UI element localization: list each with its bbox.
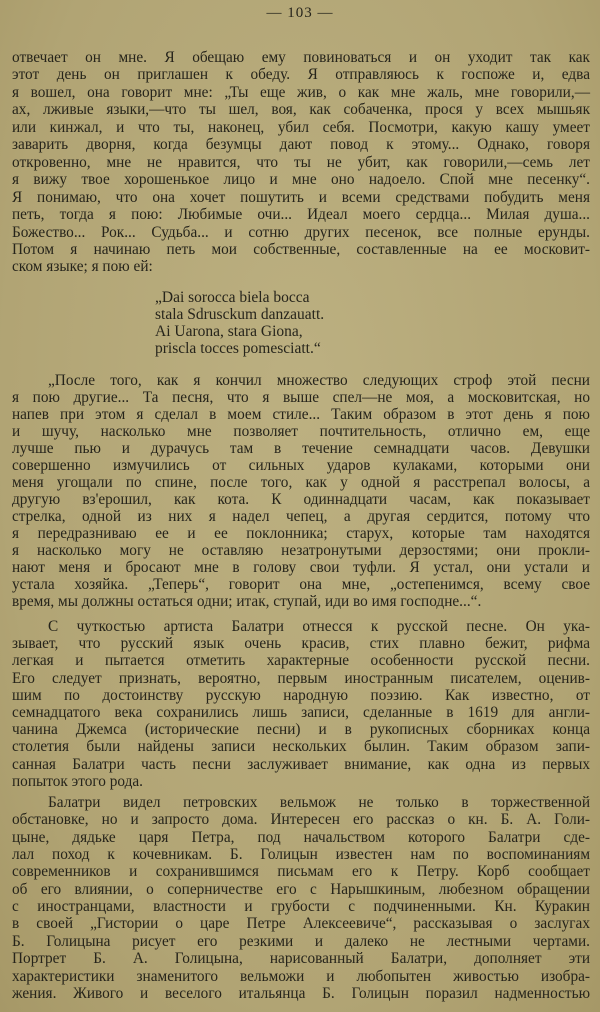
poem-line: priscla tocces pomesciatt.“ (155, 340, 321, 358)
text-line: Я понимаю, что она хочет пошутить и всеми средствами побудить меня (12, 188, 590, 206)
text-line: шим по достоинству русскую народную поэзию. Как известно, от (12, 686, 590, 704)
text-line: обстановке, но и запросто дома. Интересен его рассказ о кн. Б. А. Голи- (12, 811, 590, 829)
poem-line: stala Sdrusckum danzauatt. (155, 306, 325, 324)
text-line: об его влиянии, о соперничестве его с Нарышкиным, любезном обращении (12, 880, 590, 898)
text-line: совершенно измучились от сильных ударов кулаками, которыми они (12, 457, 590, 474)
text-line: с иностранцами, властности и грубости с подчиненными. Кн. Куракин (12, 898, 590, 916)
text-line: я вижу твое хорошенькое лицо и мне оно надоело. Спой мне песенку“. (12, 171, 590, 189)
text-line: лучше пью и дурачусь там в течение семнадцати часов. Девушки (12, 440, 590, 457)
text-line: в своей „Гистории о царе Петре Алексеевиче“, рассказывая о заслугах (12, 915, 590, 933)
text-line: легкая и пытается отметить характерные особенности русской песни. (12, 652, 590, 670)
text-line: петь, тогда я пою: Любимые очи... Идеал моего сердца... Милая душа... (12, 206, 590, 224)
poem-line: Ai Uarona, stara Giona, (155, 323, 303, 341)
text-line: ах, лживые языки,—что ты шел, воя, как собаченка, прося у всех мышьяк (12, 101, 590, 119)
text-line: Портрет Б. А. Голицына, нарисованный Балатри, дополняет эти (12, 950, 590, 968)
text-line: зывает, что русский язык очень красив, стих плавно бежит, рифма (12, 635, 590, 653)
text-line: нают меня и бросают мне в голову свои туфли. Я устал, они устали и (12, 559, 590, 576)
text-line: Балатри видел петровских вельмож не только в торжественной (48, 794, 590, 811)
text-line: цыне, дядьке царя Петра, под начальством которого Балатри сде- (12, 828, 590, 846)
text-line: ском языке; я пою ей: (12, 258, 153, 276)
text-line: я передразниваю ее и ее поклонника; старух, которые там находятся (12, 525, 590, 542)
text-line: другую вз'ерошил, как кота. К одиннадцати часам, как показывает (12, 491, 590, 508)
text-line: и шучу, насколько мне позволяет почтительность, отлично ем, еще (12, 423, 590, 440)
text-line: лал поход к кочевникам. Б. Голицын известен нам по воспоминаниям (12, 846, 590, 864)
text-line: время, мы должны остаться одни; итак, ступай, иди во имя господне...“. (12, 593, 482, 610)
text-line: семнадцатого века сохранились лишь записи, сделанные в 1619 для англи- (12, 704, 590, 721)
page-number: — 103 — (266, 5, 334, 21)
text-line: я вошел, она говорит мне: „Ты еще жив, о как мне жаль, мне говорили,— (12, 83, 590, 101)
text-line: меня угощали по спине, после того, как у одной я расстрепал волосы, а (12, 474, 590, 491)
text-line: отвечает он мне. Я обещаю ему повиноваться и он уходит так как (12, 49, 590, 66)
text-line: С чуткостью артиста Балатри отнесся к русской песне. Он ука- (48, 618, 590, 635)
text-line: попыток этого рода. (12, 772, 144, 790)
text-line: Божество... Рок... Судьба... и сотню других песенок, все полные ерунды. (12, 223, 590, 241)
text-line: столетия были найдены записи нескольких былин. Таким образом запи- (12, 738, 590, 756)
text-line: стрелка, одной из них я надел чепец, а другая сердится, потому что (12, 508, 590, 525)
text-line: чанина Джемса (исторические песни) и в рукописных сборниках конца (12, 721, 590, 739)
poem-line: „Dai sorocca biela bocca (155, 289, 310, 306)
text-line: этот день он приглашен к обеду. Я отправляюсь к госпоже и, едва (12, 66, 590, 84)
text-line: устала хозяйка. „Теперь“, говорит она мне, „остепенимся, всему свое (12, 576, 590, 593)
text-line: „После того, как я кончил множество следующих строф этой песни (48, 372, 590, 389)
text-line: Его следует признать, вероятно, первым иностранным писателем, оценив- (12, 669, 590, 687)
text-line: санная Балатри часть песни заслуживает внимание, как одна из первых (12, 755, 590, 773)
text-line: заварить дворня, когда безумцы дают повод к этому... Однако, говоря (12, 136, 590, 154)
text-line: жения. Живого и веселого итальянца Б. Голицын поразил надменностью (12, 984, 590, 1002)
text-line: я пою другие... Та песня, что я выше спел—не моя, а московитская, но (12, 389, 590, 406)
text-line: напев при этом я сделал в моем стиле... Таким образом в этот день я пою (12, 406, 590, 423)
text-line: я насколько могу не оставляю незатронутыми дерзостями; они прокли- (12, 542, 590, 559)
text-line: или кинжал, и что ты, наконец, убил себя. Посмотри, какую кашу умеет (12, 118, 590, 136)
text-line: современников и сохранившимся письмам его к Петру. Корб сообщает (12, 863, 590, 881)
text-line: откровенно, мне не нравится, что ты не убит, как говорили,—семь лет (12, 153, 590, 171)
text-line: Б. Голицына рисует его резкими и далеко не лестными чертами. (12, 932, 590, 950)
text-line: характеристики знаменитого вельможи и любопытен живостью изобра- (12, 967, 590, 985)
text-line: Потом я начинаю петь мои собственные, составленные на ее московит- (12, 240, 590, 258)
